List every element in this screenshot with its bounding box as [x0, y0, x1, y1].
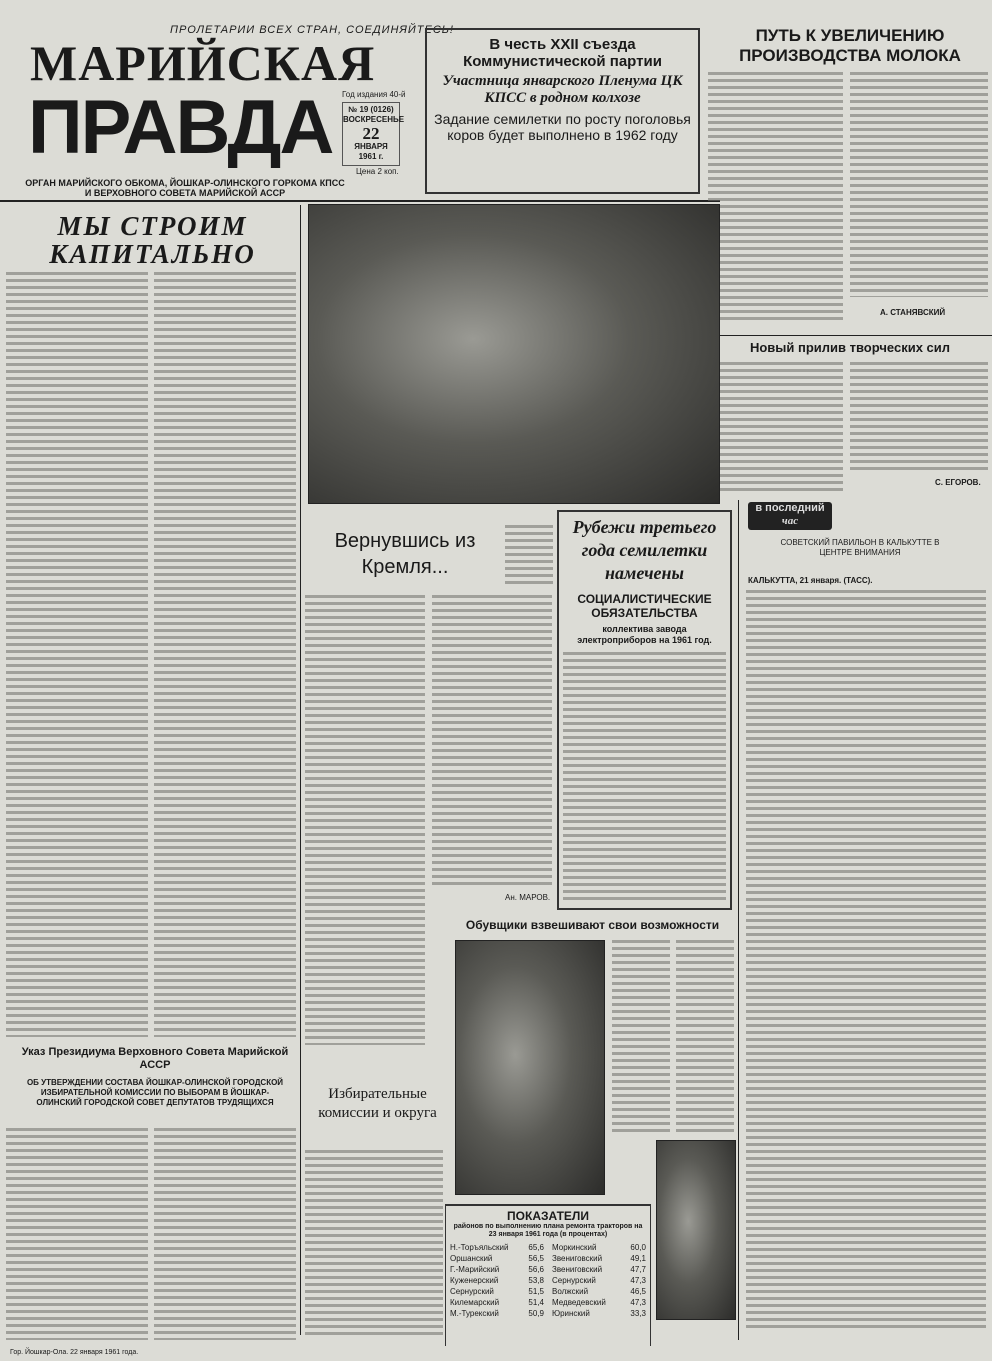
indicator-row: [450, 1286, 544, 1297]
date-box: [342, 102, 405, 166]
district-value: 65,6: [528, 1243, 544, 1252]
indicator-row: [450, 1242, 544, 1253]
congress-box: [425, 28, 700, 194]
obligations-sub2: коллектива завода электроприборов на 1961 год.: [577, 624, 712, 645]
divider: [705, 335, 992, 336]
district-name: Оршанский: [450, 1254, 493, 1263]
district-name: Килемарский: [450, 1298, 500, 1307]
slogan: ПРОЛЕТАРИИ ВСЕХ СТРАН, СОЕДИНЯЙТЕСЬ!: [170, 24, 454, 36]
district-value: 49,1: [630, 1254, 646, 1263]
masthead-rule: [0, 200, 720, 202]
indicator-row: [552, 1308, 646, 1319]
workers-photo: [656, 1140, 736, 1320]
district-name: Медведевский: [552, 1298, 606, 1307]
congress-sub: Участница январского Пленума ЦК КПСС в родном колхозе: [442, 73, 683, 106]
kremlin-photo: [308, 204, 720, 504]
shoemaker-photo: [455, 940, 605, 1195]
indicators-column: [450, 1242, 544, 1319]
elections-title: Избирательные комиссии и округа: [318, 1086, 437, 1121]
district-name: Куженерский: [450, 1276, 499, 1285]
milk-title: ПУТЬ К УВЕЛИЧЕНИЮ ПРОИЗВОДСТВА МОЛОКА: [739, 26, 961, 65]
district-name: Г.-Марийский: [450, 1265, 500, 1274]
district-value: 51,4: [528, 1298, 544, 1307]
district-name: Звениговский: [552, 1265, 603, 1274]
indicator-row: [450, 1297, 544, 1308]
lead-text-col2: [154, 272, 296, 1037]
divider: [300, 205, 301, 1335]
year-date: 1961 г.: [358, 152, 384, 161]
district-name: Звениговский: [552, 1254, 603, 1263]
district-name: М.-Турекский: [450, 1309, 499, 1318]
district-value: 56,5: [528, 1254, 544, 1263]
kremlin-caption: [505, 525, 553, 585]
latest-text: [746, 590, 986, 1332]
creative-text: [708, 362, 843, 492]
congress-body: Задание семилетки по росту поголовья коров будет выполнено в 1962 году: [434, 111, 691, 143]
indicator-row: [450, 1275, 544, 1286]
month: ЯНВАРЯ: [354, 142, 388, 151]
indicator-row: [552, 1297, 646, 1308]
kremlin-text-2: [432, 595, 552, 885]
latest-badge: [748, 502, 832, 530]
indicators-table: [450, 1242, 646, 1319]
latest-badge-1: в последний: [755, 502, 825, 514]
latest-headline: СОВЕТСКИЙ ПАВИЛЬОН В КАЛЬКУТТЕ В ЦЕНТРЕ ВНИМАНИЯ: [780, 538, 940, 557]
congress-line1: В честь XXII съезда: [489, 36, 636, 53]
district-value: 46,5: [630, 1287, 646, 1296]
decree-sub: ОБ УТВЕРЖДЕНИИ СОСТАВА ЙОШКАР-ОЛИНСКОЙ ГОРОДСКОЙ ИЗБИРАТЕЛЬНОЙ КОМИССИИ ПО ВЫБОРАМ В ЙОШКАР-ОЛИНСКИЙ ГОРОДСКОЙ СОВЕТ ДЕПУТАТОВ ТРУДЯЩИХСЯ: [26, 1078, 284, 1107]
shoes-text-1: [612, 940, 670, 1135]
divider: [738, 500, 739, 1340]
milk-text-2: [850, 72, 988, 297]
organ-line: [20, 178, 350, 198]
district-name: Юринский: [552, 1309, 590, 1318]
kremlin-photo-credit: Ан. МАРОВ.: [505, 893, 551, 902]
issue-number: № 19 (0126): [348, 105, 394, 114]
indicator-row: [552, 1253, 646, 1264]
district-name: Сернурский: [450, 1287, 494, 1296]
masthead-title-top: МАРИЙСКАЯ: [30, 35, 376, 91]
indicators-box: [445, 1204, 651, 1346]
organ-2: И ВЕРХОВНОГО СОВЕТА МАРИЙСКОЙ АССР: [84, 188, 286, 198]
milk-text: [708, 72, 843, 322]
indicator-row: [552, 1286, 646, 1297]
indicators-subtitle: районов по выполнению плана ремонта тракторов на 23 января 1961 года (в процентах): [453, 1223, 643, 1238]
shoes-text-2: [676, 940, 734, 1135]
indicator-row: [552, 1264, 646, 1275]
indicator-row: [450, 1308, 544, 1319]
obligations-text: [563, 652, 726, 904]
district-name: Сернурский: [552, 1276, 596, 1285]
footer: Гор. Йошкар-Ола. 22 января 1961 года.: [10, 1349, 139, 1356]
obligations-sub: СОЦИАЛИСТИЧЕСКИЕ ОБЯЗАТЕЛЬСТВА: [577, 592, 712, 620]
price: Цена 2 коп.: [356, 167, 399, 176]
indicator-row: [552, 1275, 646, 1286]
weekday: ВОСКРЕСЕНЬЕ: [343, 115, 405, 124]
indicator-row: [450, 1264, 544, 1275]
creative-text-2: [850, 362, 988, 470]
district-value: 47,3: [630, 1298, 646, 1307]
milk-author: А. СТАНЯВСКИЙ: [880, 308, 946, 317]
decree-text-1: [6, 1128, 148, 1340]
district-value: 56,6: [528, 1265, 544, 1274]
district-value: 47,3: [630, 1276, 646, 1285]
masthead-title-bottom: ПРАВДА: [28, 85, 333, 170]
lead-title-1: МЫ СТРОИМ: [57, 211, 248, 241]
latest-badge-2: час: [781, 515, 799, 527]
kremlin-title: Вернувшись из Кремля...: [334, 530, 476, 578]
elections-text: [305, 1150, 443, 1335]
indicators-title: ПОКАЗАТЕЛИ: [507, 1209, 589, 1223]
decree-text-2: [154, 1128, 296, 1340]
district-name: Волжский: [552, 1287, 589, 1296]
district-value: 50,9: [528, 1309, 544, 1318]
creative-author: С. ЕГОРОВ.: [935, 478, 981, 487]
lead-text-col1: [6, 272, 148, 1037]
indicators-column: [552, 1242, 646, 1319]
district-value: 47,7: [630, 1265, 646, 1274]
indicator-row: [450, 1253, 544, 1264]
district-value: 33,3: [630, 1309, 646, 1318]
organ-1: ОРГАН МАРИЙСКОГО ОБКОМА, ЙОШКАР-ОЛИНСКОГО ГОРКОМА КПСС: [25, 178, 345, 188]
shoes-title: Обувщики взвешивают свои возможности: [465, 918, 720, 932]
edition-year: Год издания 40-й: [342, 90, 406, 99]
district-value: 60,0: [630, 1243, 646, 1252]
district-value: 51,5: [528, 1287, 544, 1296]
indicator-row: [552, 1242, 646, 1253]
district-name: Н.-Торъяльский: [450, 1243, 509, 1252]
lead-title-2: КАПИТАЛЬНО: [49, 239, 256, 269]
kremlin-text-1: [305, 595, 425, 1045]
decree-title: Указ Президиума Верховного Совета Марийской АССР: [21, 1046, 289, 1071]
district-value: 53,8: [528, 1276, 544, 1285]
creative-title: Новый прилив творческих сил: [749, 340, 951, 355]
obligations-title: Рубежи третьего года семилетки намечены: [572, 517, 717, 583]
latest-dateline: КАЛЬКУТТА, 21 января. (ТАСС).: [748, 576, 873, 585]
lead-title: [10, 212, 295, 268]
day: 22: [362, 124, 380, 143]
congress-line2: Коммунистической партии: [463, 53, 662, 70]
district-name: Моркинский: [552, 1243, 597, 1252]
